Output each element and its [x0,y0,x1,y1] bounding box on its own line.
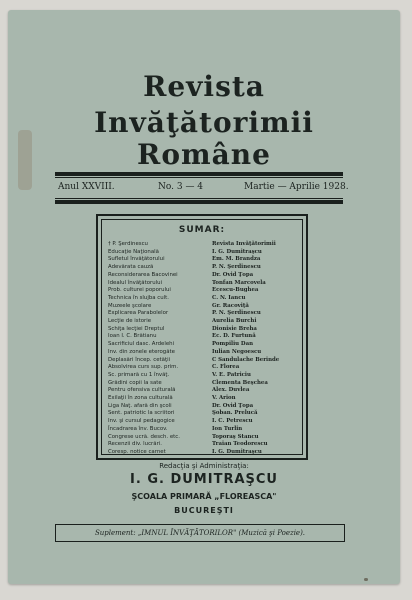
article-author: C. Florea [212,364,240,371]
contents-box-inner [101,219,303,455]
ink-dot [364,578,368,581]
editor-name: I. G. DUMITRAŞCU [130,472,278,487]
article-title: Prob. culturei poporului [108,287,171,294]
article-title: Adevărata cauză [108,264,154,271]
article-author: I. C. Petrescu [212,418,253,425]
article-title: Muzeele şcolare [108,302,152,309]
editorial-label: Redacţia şi Administraţia: [159,462,249,470]
contents-heading: SUMAR: [178,225,226,235]
article-title: Explicarea Parabolelor [108,310,169,317]
article-author: Ion Turlin [212,425,243,432]
article-title: Congrese ucră. desch. etc. [108,433,180,440]
article-title: Grădini copii la sate [108,379,162,386]
article-title: Coresp. notice carnet [108,448,166,455]
article-author: Dr. Ovid Ţopa [212,402,254,409]
article-title: Educaţie Naţională [108,248,159,255]
article-title: Sc. primară cu 1 învăţ. [108,371,170,378]
magazine-cover [8,10,400,584]
article-author: Iulian Negoescu [212,348,262,355]
bottom-rule-thick [55,200,343,204]
article-author: Ec. D. Furtună [212,333,256,340]
article-title: † P. Şerdinescu [108,241,148,247]
article-title: Ioan I. C. Brătianu [108,333,157,340]
volume-label: Anul XXVIII. [58,182,115,192]
article-title: Reconsiderarea Bacovinei [108,271,178,278]
article-title: Technica în slujba cult. [108,294,169,301]
article-author: Tonfan Marcovela [212,279,266,286]
article-title: Exilaţii în zona culturală [108,395,173,401]
article-title: Absolvirea curs sup. prim. [108,364,179,371]
article-title: Sufletul învăţătorului [108,256,165,263]
article-title: Inv. din zonele eterogăte [108,348,175,355]
article-title: Inv. şi cursul pedagogice [108,418,175,425]
article-author: Alex. Duvlea [212,387,250,394]
article-author: P. N. Şerdinescu [212,310,261,317]
article-author: Dr. Ovid Ţopa [212,271,254,278]
bottom-rule-thin [55,198,343,199]
article-author: V. Arion [212,395,236,401]
article-title: Idealul învăţătorului [108,279,163,286]
school-name: ŞCOALA PRIMARĂ „FLOREASCA" [131,492,277,501]
article-author: Şoban. Prelucă [212,410,258,417]
title-line-1: Revista [143,70,265,103]
article-author: Em. M. Brandza [212,256,261,263]
supplement-note: Suplement: „IMNUL ÎNVĂŢĂTORILOR" (Muzică şi Poezie). [55,524,345,542]
top-rule-thick [55,172,343,176]
article-author: Dionisie Breha [212,325,257,332]
article-title: Sent. patriotic la scriitori [108,410,175,417]
contents-box [96,214,308,460]
article-title: Recenzii div. lucrări. [108,441,162,448]
top-rule-thin [55,177,343,178]
article-author: Pompiliu Dan [212,341,254,348]
article-title: Liga Naţ. afară din şcoli [108,402,172,409]
issue-label: No. 3 — 4 [158,182,204,192]
article-title: Lecţie de istorie [108,318,152,324]
article-author: Clementa Beşchea [212,379,268,386]
article-author: Toporaş Stancu [212,433,259,440]
article-title: Încadrarea înv. Bucov. [108,425,168,432]
date-label: Martie — Aprilie 1928. [244,182,349,192]
article-author: P. N. Şerdinescu [212,264,261,271]
article-title: Pentru ofensiva culturală [108,387,176,394]
city-name: BUCUREŞTI [174,506,234,515]
title-line-2: Invăţătorimii [94,106,314,139]
article-author: Ecescu-Bughea [212,287,259,294]
title-line-3: Române [137,138,271,171]
article-author: V. E. Patriciu [212,371,251,378]
article-author: C. N. Iancu [212,294,246,301]
article-author: I. G. Dumitraşcu [212,248,262,255]
article-author: Traian Teodorescu [212,441,268,448]
article-title: Sacrificiul dasc. Ardelehi [108,341,175,348]
article-title: Schiţa lecţiei Dreptul [108,325,165,332]
article-author: Gr. Racoviţă [212,302,249,309]
article-author: C Sandulache Berinde [212,356,280,363]
article-author: Revista Invăţătorimii [212,241,276,247]
article-author: Aurelia Burchi [212,318,257,324]
article-author: I. G. Dumitraşcu [212,448,262,455]
contents-row [108,448,302,456]
article-title: Deplasări încep. cetăţii [108,356,171,363]
